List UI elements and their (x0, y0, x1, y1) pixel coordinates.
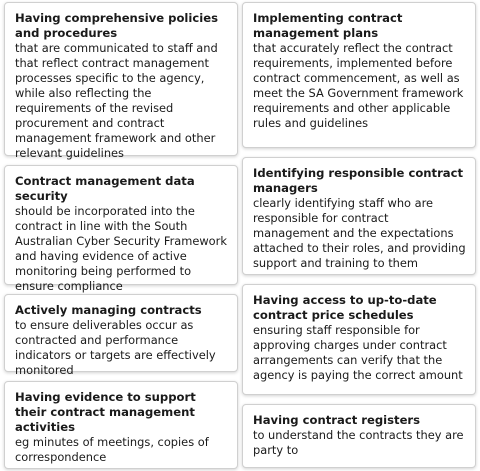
card-title: Actively managing contracts (15, 303, 202, 317)
card-title: Contract management data security (15, 174, 195, 203)
card-title: Identifying responsible contract managers (253, 166, 464, 195)
card-body: should be incorporated into the contract in line with the South Australian Cyber Security Framework and having evidence of active monitoring being performed to ensure compliance (15, 204, 227, 293)
card-title: Implementing contract management plans (253, 11, 403, 40)
card-body: to ensure deliverables occur as contracted and performance indicators or targets are effectively monitored (15, 318, 216, 377)
card-body: that are communicated to staff and that reflect contract management processes specific to the agency, while also reflecting the requirements of the revised procurement and contract management framework and other relevant guidelines (15, 41, 218, 160)
card-body: clearly identifying staff who are responsible for contract management and the expectations attached to their roles, and providing support and training to them (253, 196, 466, 270)
card-price-schedules (242, 284, 476, 395)
card-body: ensuring staff responsible for approving charges under contract arrangements can verify that the agency is paying the correct amount (253, 323, 463, 382)
card-body: to understand the contracts they are party to (253, 428, 464, 457)
card-title: Having contract registers (253, 413, 421, 427)
card-body: that accurately reflect the contract requirements, implemented before contract commencement, as well as meet the SA Government framework requirements and other applicable rules and guidelines (253, 41, 464, 130)
card-policies-procedures (4, 2, 238, 160)
card-actively-managing (4, 294, 238, 377)
card-responsible-managers (242, 157, 476, 275)
card-title: Having access to up-to-date contract price schedules (253, 293, 437, 322)
card-contract-management-plans (242, 2, 476, 148)
card-evidence (4, 381, 238, 469)
card-contract-registers (242, 404, 476, 468)
card-body: eg minutes of meetings, copies of correspondence (15, 435, 209, 464)
card-title: Having comprehensive policies and procedures (15, 11, 218, 40)
card-data-security (4, 165, 238, 293)
card-title: Having evidence to support their contract management activities (15, 390, 196, 434)
